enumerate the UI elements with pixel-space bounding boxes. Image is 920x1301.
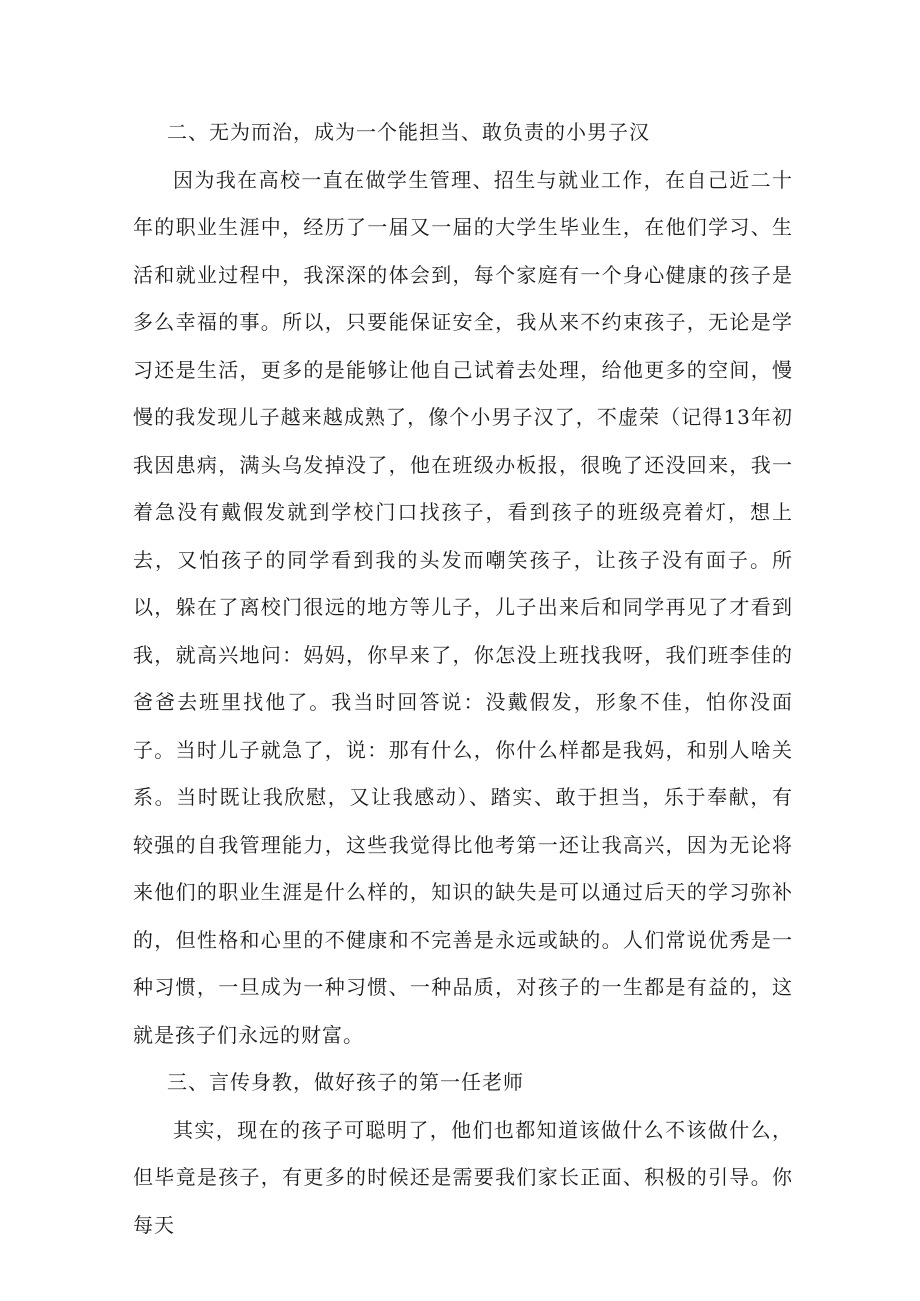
section-3-paragraph: 其实，现在的孩子可聪明了，他们也都知道该做什么不该做什么，但毕竟是孩子，有更多的时候还是需要我们家长正面、积极的引导。你每天 — [133, 1117, 793, 1237]
document-body — [133, 109, 793, 1249]
section-2-paragraph: 因为我在高校一直在做学生管理、招生与就业工作，在自己近二十年的职业生涯中，经历了一届又一届的大学生毕业生，在他们学习、生活和就业过程中，我深深的体会到，每个家庭有一个身心健康的孩子是多么幸福的事。所以，只要能保证安全，我从来不约束孩子，无论是学习还是生活，更多的是能够让他自己试着去处理，给他更多的空间，慢慢的我发现儿子越来越成熟了，像个小男子汉了，不虚荣（记得13年初我因患病，满头乌发掉没了，他在班级办板报，很晚了还没回来，我一着急没有戴假发就到学校门口找孩子，看到孩子的班级亮着灯，想上去，又怕孩子的同学看到我的头发而嘲笑孩子，让孩子没有面子。所以，躲在了离校门很远的地方等儿子，儿子出来后和同学再见了才看到我，就高兴地问：妈妈，你早来了，你怎没上班找我呀，我们班李佳的爸爸去班里找他了。我当时回答说：没戴假发，形象不佳，怕你没面子。当时儿子就急了，说：那有什么，你什么样都是我妈，和别人啥关系。当时既让我欣慰，又让我感动）、踏实、敢于担当，乐于奉献，有较强的自我管理能力，这些我觉得比他考第一还让我高兴，因为无论将来他们的职业生涯是什么样的，知识的缺失是可以通过后天的学习弥补的，但性格和心里的不健康和不完善是永远或缺的。人们常说优秀是一种习惯，一旦成为一种习惯、一种品质，对孩子的一生都是有益的，这就是孩子们永远的财富。 — [133, 167, 793, 1047]
section-3-heading: 三、言传身教，做好孩子的第一任老师 — [167, 1070, 524, 1094]
section-2-heading: 二、无为而治，成为一个能担当、敢负责的小男子汉 — [167, 120, 650, 144]
